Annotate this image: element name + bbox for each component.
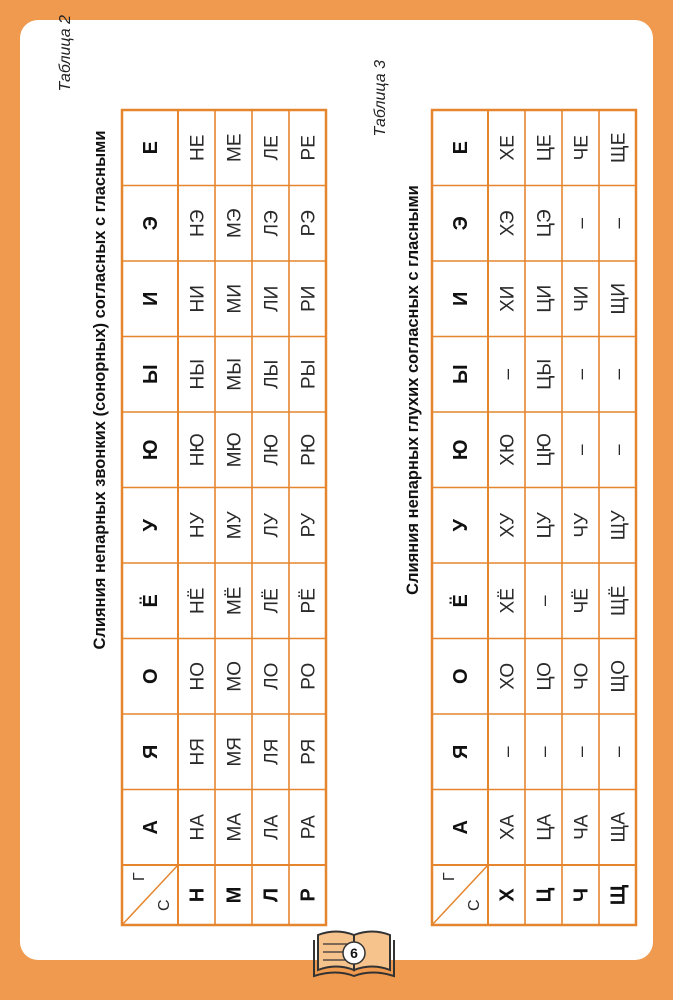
syllable-cell: ХО bbox=[497, 662, 519, 690]
vowel-header: И bbox=[450, 291, 472, 306]
vowel-header: У bbox=[140, 519, 162, 532]
table-3-title: Слияния непарных глухих согласных с гласными bbox=[404, 185, 422, 595]
syllable-cell: РЫ bbox=[298, 359, 320, 389]
syllable-cell: – bbox=[571, 368, 593, 380]
vowel-header: Э bbox=[450, 216, 472, 231]
syllable-cell: – bbox=[608, 217, 630, 229]
syllable-cell: ЛО bbox=[261, 662, 283, 690]
consonant-header: Х bbox=[496, 888, 519, 902]
vowel-header: Ю bbox=[140, 439, 162, 461]
syllable-cell: ЩЁ bbox=[608, 585, 630, 616]
table-2-title: Слияния непарных звонких (сонорных) согласных с гласными bbox=[91, 130, 109, 650]
syllable-cell: РУ bbox=[298, 513, 320, 538]
consonant-header: М bbox=[223, 886, 246, 904]
syllable-cell: ЛЭ bbox=[261, 210, 283, 237]
vowel-header: О bbox=[450, 668, 472, 685]
syllable-cell: ЧО bbox=[571, 662, 593, 690]
syllable-cell: РЯ bbox=[298, 738, 320, 765]
syllable-cell: – bbox=[608, 746, 630, 758]
syllable-cell: ЦЫ bbox=[534, 358, 556, 390]
page-number: 6 bbox=[350, 945, 358, 961]
vowel-header: Э bbox=[140, 216, 162, 231]
syllable-cell: – bbox=[571, 746, 593, 758]
syllable-cell: МЭ bbox=[224, 208, 246, 238]
consonant-header: Л bbox=[260, 887, 283, 903]
syllable-cell: МЯ bbox=[224, 736, 246, 767]
syllable-cell: МЫ bbox=[224, 357, 246, 391]
syllable-cell: – bbox=[571, 217, 593, 229]
corner-consonant-label: С bbox=[156, 899, 173, 911]
syllable-cell: НИ bbox=[187, 285, 209, 313]
page-background bbox=[20, 20, 653, 960]
syllable-cell: ЦУ bbox=[534, 512, 556, 539]
vowel-header: Е bbox=[450, 141, 472, 155]
syllable-cell: МЮ bbox=[224, 432, 246, 468]
syllable-cell: ЩУ bbox=[608, 510, 630, 541]
syllable-cell: ЦА bbox=[534, 813, 556, 841]
consonant-header: Ч bbox=[570, 887, 593, 903]
syllable-cell: ХУ bbox=[497, 512, 519, 538]
syllable-cell: РЁ bbox=[298, 588, 320, 614]
syllable-cell: МИ bbox=[224, 284, 246, 314]
consonant-header: Ц bbox=[533, 887, 556, 903]
syllable-cell: ЧЁ bbox=[571, 588, 593, 614]
syllable-cell: РЕ bbox=[298, 135, 320, 161]
consonant-header: Н bbox=[186, 887, 209, 903]
syllable-cell: ХА bbox=[497, 814, 519, 840]
syllable-cell: НЮ bbox=[187, 433, 209, 467]
syllable-cell: ЛА bbox=[261, 814, 283, 840]
syllable-cell: ХЭ bbox=[497, 210, 519, 237]
syllable-cell: НА bbox=[187, 814, 209, 841]
book-page-number-icon bbox=[314, 932, 394, 977]
vowel-header: У bbox=[450, 519, 472, 532]
syllable-cell: НЭ bbox=[187, 209, 209, 237]
syllable-cell: НЯ bbox=[187, 738, 209, 766]
consonant-header: Р bbox=[297, 888, 320, 902]
syllable-cell: – bbox=[608, 444, 630, 456]
syllable-cell: ЩА bbox=[608, 812, 630, 843]
consonant-header: Щ bbox=[607, 884, 630, 906]
syllable-cell: ЩИ bbox=[608, 283, 630, 315]
vowel-header: А bbox=[450, 820, 472, 835]
table-3-label: Таблица 3 bbox=[372, 60, 389, 137]
vowel-header: А bbox=[140, 820, 162, 835]
syllable-cell: НЫ bbox=[187, 358, 209, 390]
syllable-cell: ЧА bbox=[571, 814, 593, 840]
syllable-cell: ЦЮ bbox=[534, 433, 556, 467]
syllable-cell: РО bbox=[298, 662, 320, 690]
syllable-cell: ЛЕ bbox=[261, 135, 283, 161]
syllable-cell: – bbox=[608, 368, 630, 380]
vowel-header: И bbox=[140, 291, 162, 306]
syllable-cell: – bbox=[571, 444, 593, 456]
syllable-cell: МЁ bbox=[224, 586, 246, 616]
syllable-cell: РИ bbox=[298, 285, 320, 312]
syllable-cell: – bbox=[534, 595, 556, 607]
syllable-cell: ЧИ bbox=[571, 285, 593, 312]
vowel-header: Ы bbox=[140, 364, 162, 385]
vowel-header: Ё bbox=[140, 594, 162, 608]
syllable-cell: ХЕ bbox=[497, 135, 519, 161]
syllable-cell: НУ bbox=[187, 512, 209, 539]
vowel-header: О bbox=[140, 668, 162, 685]
table-2-label: Таблица 2 bbox=[57, 15, 74, 92]
syllable-cell: ХЮ bbox=[497, 433, 519, 466]
syllable-cell: ЛЫ bbox=[261, 359, 283, 389]
corner-consonant-label: С bbox=[466, 899, 483, 911]
syllable-cell: МЕ bbox=[224, 133, 246, 162]
syllable-cell: ЛЁ bbox=[261, 588, 283, 614]
syllable-cell: НЁ bbox=[187, 587, 209, 614]
syllable-cell: ЦЭ bbox=[534, 209, 556, 238]
syllable-cell: – bbox=[497, 746, 519, 758]
corner-vowel-label: Г bbox=[131, 872, 148, 881]
vowel-header: Ё bbox=[450, 594, 472, 608]
vowel-header: Я bbox=[140, 744, 162, 759]
syllable-cell: – bbox=[497, 368, 519, 380]
syllable-cell: РЮ bbox=[298, 433, 320, 466]
syllable-cell: ЦО bbox=[534, 662, 556, 691]
syllable-cell: – bbox=[534, 746, 556, 758]
syllable-cell: МУ bbox=[224, 511, 246, 540]
corner-vowel-label: Г bbox=[441, 872, 458, 881]
vowel-header: Ы bbox=[450, 364, 472, 385]
syllable-cell: МО bbox=[224, 660, 246, 692]
syllable-cell: ЧЕ bbox=[571, 135, 593, 161]
syllable-cell: РЭ bbox=[298, 210, 320, 237]
syllable-cell: ЦИ bbox=[534, 284, 556, 313]
syllable-cell: РА bbox=[298, 815, 320, 840]
syllable-cell: ЧУ bbox=[571, 512, 593, 538]
syllable-cell: ХИ bbox=[497, 285, 519, 312]
syllable-cell: ЦЕ bbox=[534, 134, 556, 162]
vowel-header: Я bbox=[450, 744, 472, 759]
syllable-cell: ЛИ bbox=[261, 285, 283, 312]
syllable-cell: ЩЕ bbox=[608, 132, 630, 163]
syllable-cell: ЛУ bbox=[261, 512, 283, 538]
vowel-header: Е bbox=[140, 141, 162, 155]
syllable-cell: МА bbox=[224, 813, 246, 842]
syllable-cell: ЩО bbox=[608, 659, 630, 693]
syllable-cell: ХЁ bbox=[497, 588, 519, 614]
syllable-cell: ЛЮ bbox=[261, 433, 283, 466]
syllable-cell: ЛЯ bbox=[261, 738, 283, 765]
vowel-header: Ю bbox=[450, 439, 472, 461]
syllable-cell: НО bbox=[187, 662, 209, 691]
syllable-cell: НЕ bbox=[187, 134, 209, 161]
